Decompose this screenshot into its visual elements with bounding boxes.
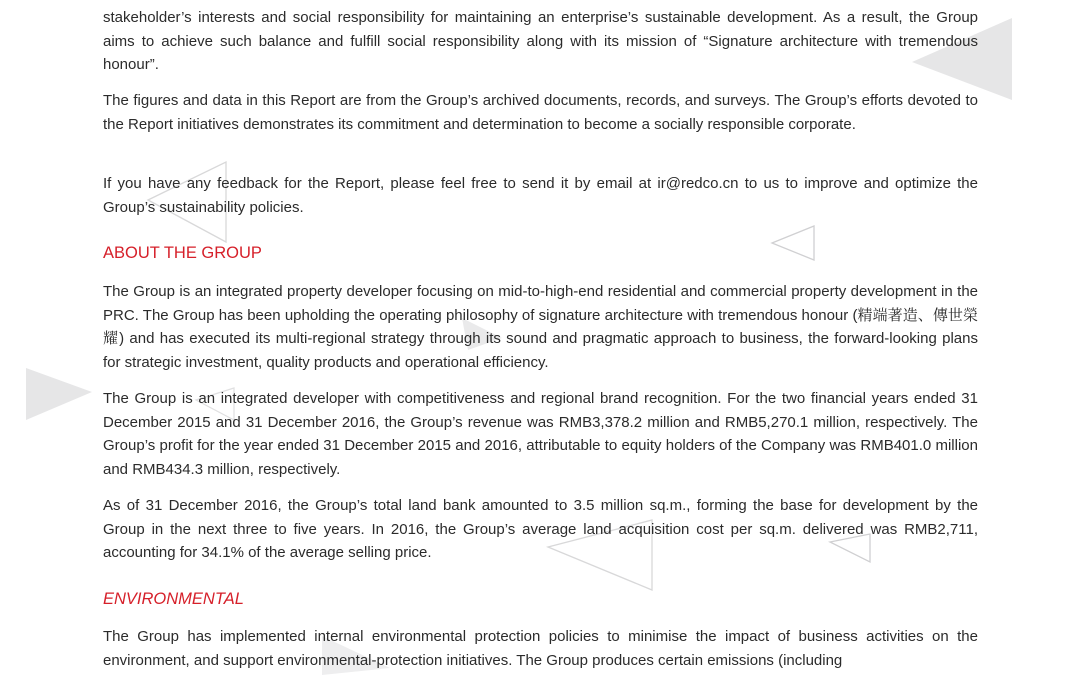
about-paragraph-2: The Group is an integrated developer with competitiveness and regional brand recognition. For the two financial years ended 31 December 2015 and 31 December 2016, the Group’s revenue was RMB3,378.2 million and RMB5,270.1 million, respectively. The Group’s profit for the year ended 31 December 2015 and 2016, attributable to equity holders of the Company was RMB401.0 million and RMB434.3 million, respectively. — [103, 390, 978, 478]
section-heading-about: ABOUT THE GROUP — [103, 244, 262, 262]
triangle-outline — [772, 226, 814, 260]
intro-paragraph-3: If you have any feedback for the Report, please feel free to send it by email at ir@redco.cn to us to improve and optimize the Group’s sustainability policies. — [103, 175, 978, 216]
about-paragraph-3: As of 31 December 2016, the Group’s total land bank amounted to 3.5 million sq.m., forming the base for development by the Group in the next three to five years. In 2016, the Group’s average land acquisition cost per sq.m. delivered was RMB2,711, accounting for 34.1% of the average selling price. — [103, 497, 978, 561]
triangle-shape — [26, 368, 92, 420]
section-heading-environmental: ENVIRONMENTAL — [103, 590, 244, 608]
intro-paragraph-1: stakeholder’s interests and social responsibility for maintaining an enterprise’s sustainable development. As a result, the Group aims to achieve such balance and fulfill social responsibility along with its mission of “Signature architecture with tremendous honour”. — [103, 9, 978, 73]
environmental-paragraph-1: The Group has implemented internal environmental protection policies to minimise the impact of business activities on the environment, and support environmental-protection initiatives. The Group produces certain emissions (including — [103, 628, 978, 669]
about-paragraph-1: The Group is an integrated property developer focusing on mid-to-high-end residential and commercial property development in the PRC. The Group has been upholding the operating philosophy of signature architecture with tremendous honour (精端著造、傳世榮耀) and has executed its multi-regional strategy through its sound and pragmatic approach to business, the forward-looking plans for strategic investment, quality products and operational efficiency. — [103, 283, 978, 371]
intro-paragraph-2: The figures and data in this Report are from the Group’s archived documents, records, and surveys. The Group’s efforts devoted to the Report initiatives demonstrates its commitment and determination to become a socially responsible corporate. — [103, 92, 978, 133]
